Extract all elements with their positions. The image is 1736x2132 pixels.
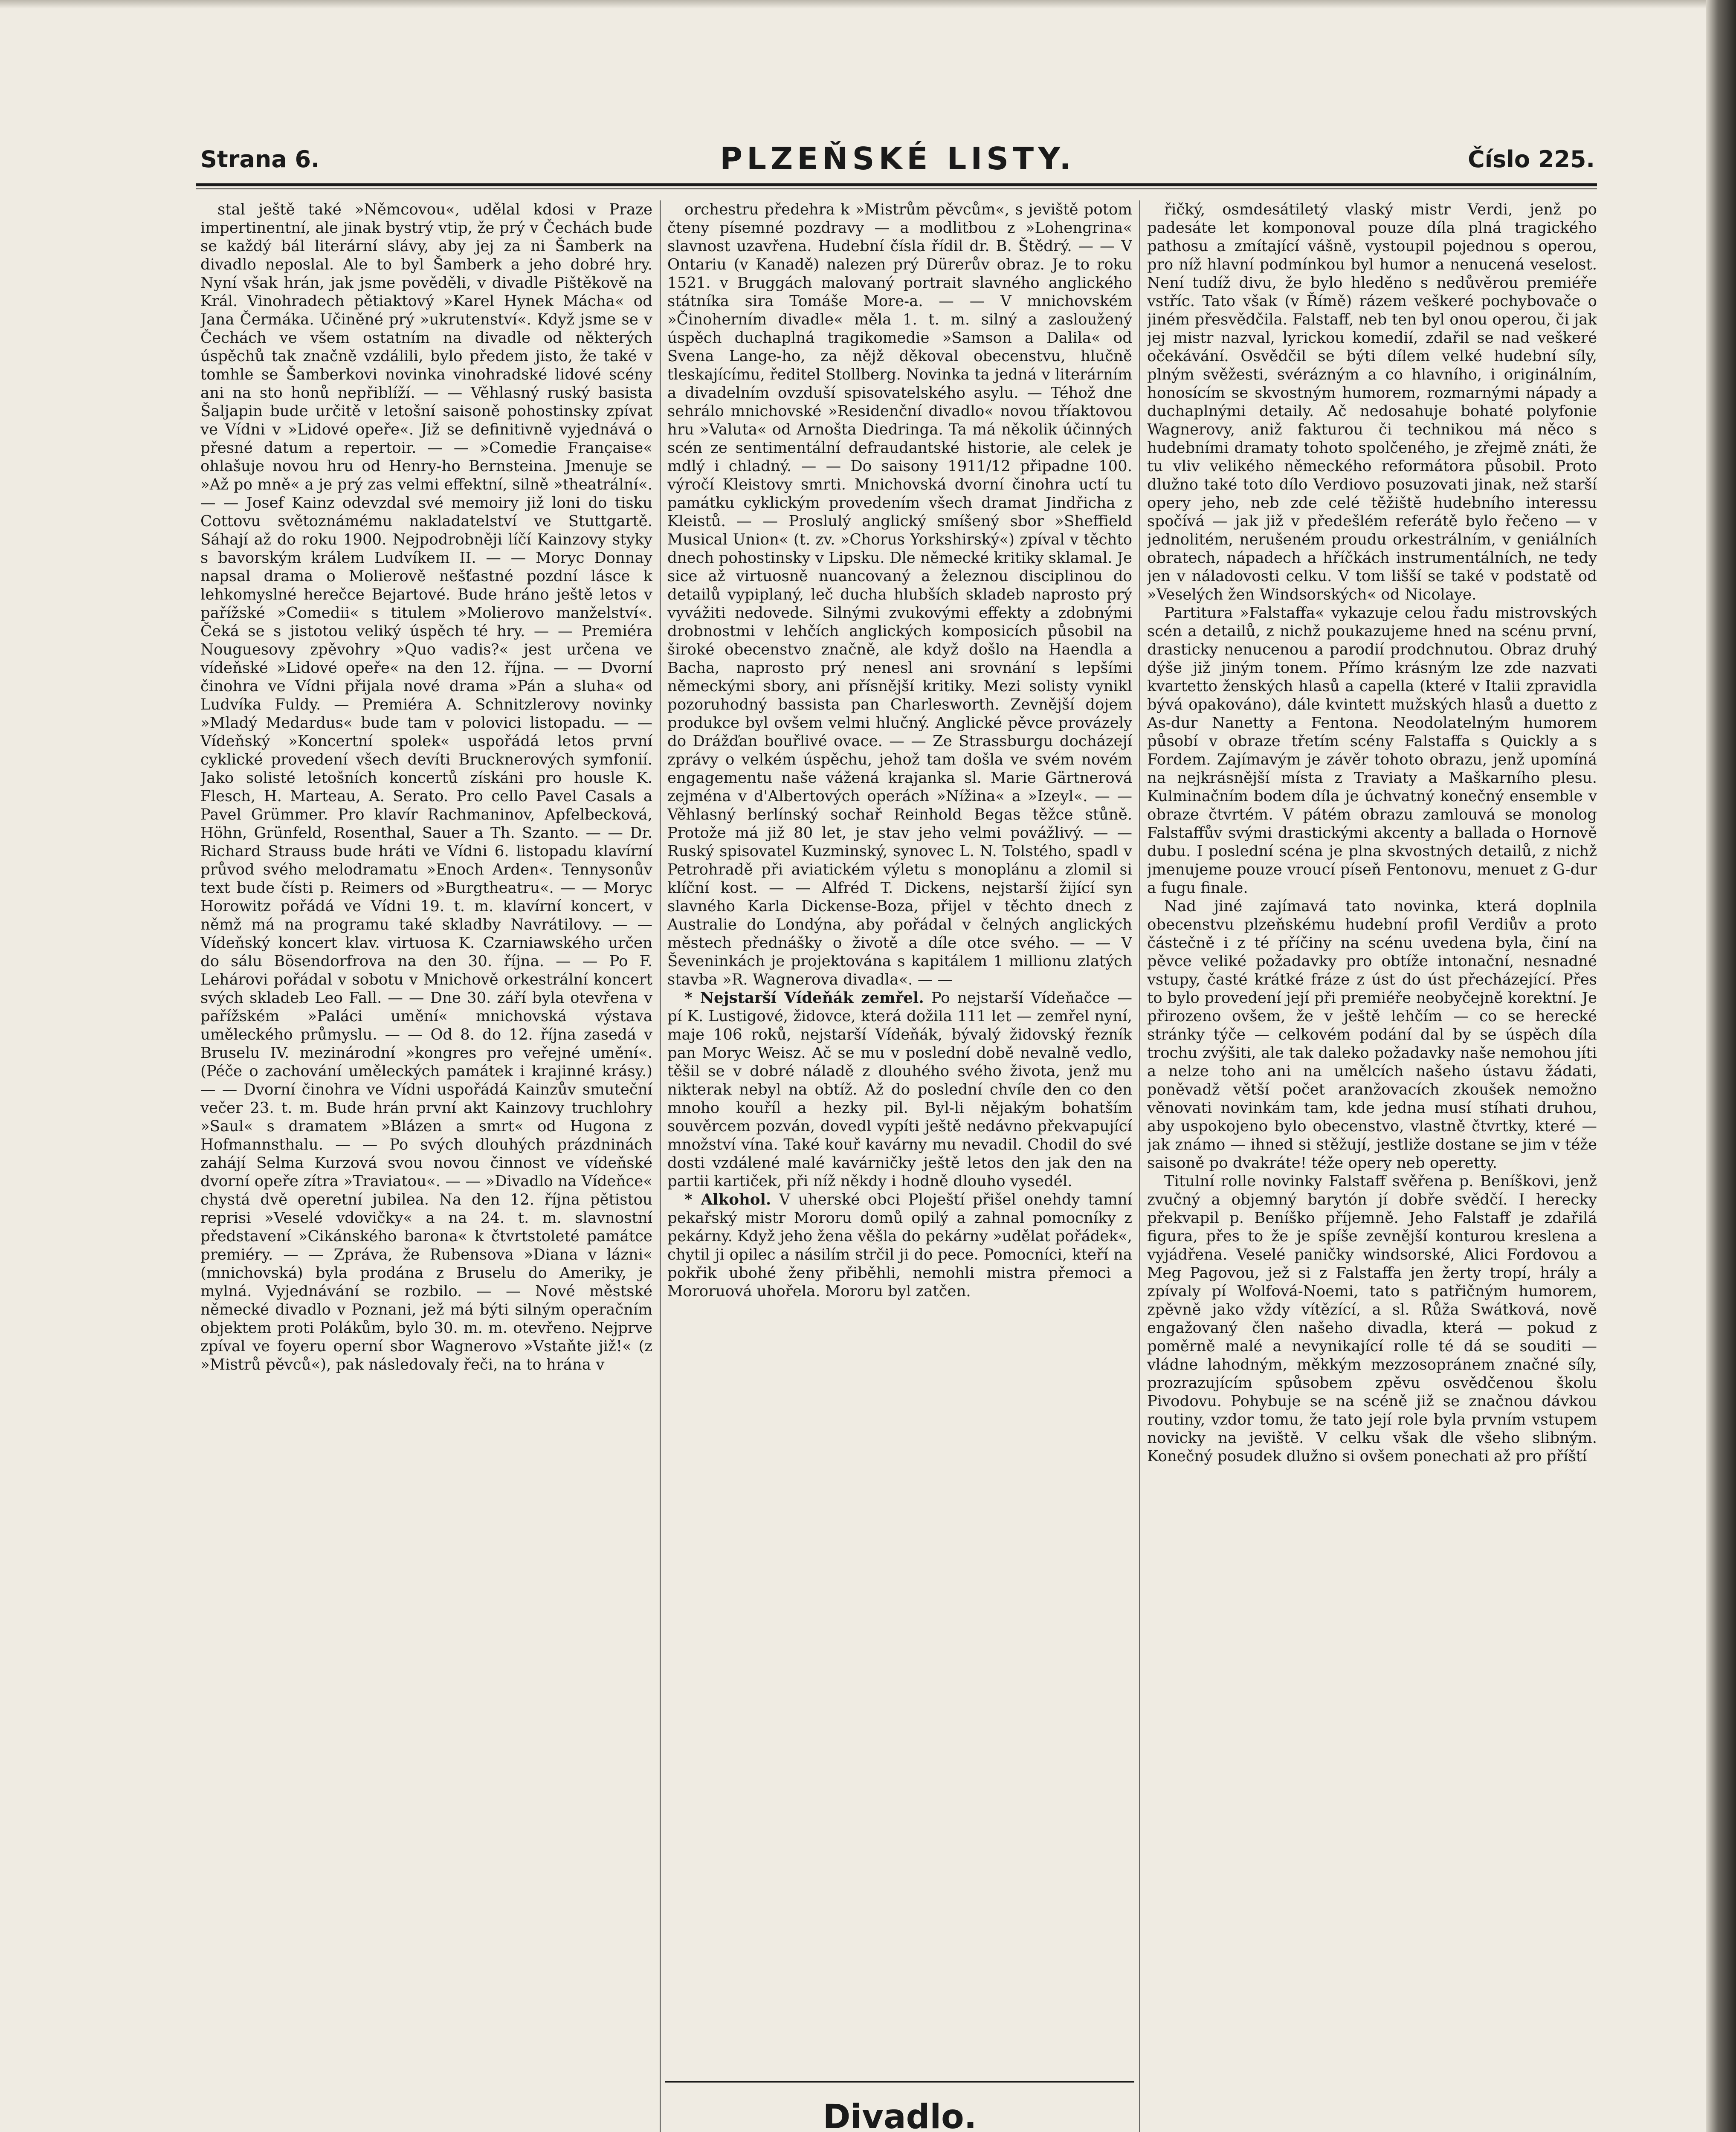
article-paragraph: Titulní rolle novinky Falstaff svěřena p. Beníškovi, jenž zvučný a objemný barytón jí dobře svědčí. I herecky překvapil p. Beníško příjemně. Jeho Falstaff je zdařilá figura, přes to že je spíše zevnější konturou kreslena a vyjádřena. Veselé paničky windsorské, Alici Fordovou a Meg Pagovou, jež si z Falstaffa jen žerty tropí, hrály a zpívaly pí Wolfová-Noemi, tato s patřičným humorem, zpěvně jako vždy vítězící, a sl. Růža Swátková, nově engažovaný člen našeho divadla, která — pokud z poměrně malé a nevynikající rolle té dá se souditi — vládne lahodným, měkkým mezzosopránem značné síly, prozrazujícím spůsobem zpěvu osvědčenou školu Pivodovu. Pohybuje se na scéně již se značnou dávkou routiny, vzdor tomu, že tato její role byla prvním vstupem novicky na jeviště. V celku však dle všeho slibným. Konečný posudek dlužno si ovšem ponechati až pro příští (1147, 1173, 1597, 1465)
column-1 (200, 200, 652, 2132)
article-paragraph: * Nejstarší Vídeňák zemřel. Po nejstarší Vídeňačce — pí K. Lustigové, židovce, která dožila 111 let — zemřel nyní, maje 106 roků, nejstarší Vídeňák, bývalý židovský řezník pan Moryc Weisz. Ač se mu v poslední době nevalně vedlo, těšil se v dobré náladě z dlouhého svého života, jenž mu nikterak nebyl na obtíž. Až do poslední chvíle den co den mnoho kouříl a hezky pil. Byl-li nějakým bohatším souvěrcem pozván, dovedl vypíti ještě nedávno překvapující množství vína. Také kouř kavárny mu nevadil. Chodil do své dosti vzdálené malé kavárničky ještě letos den jak den na partii kartiček, při níž někdy i hodně dlouho vysedél. (667, 989, 1132, 1190)
article-paragraph: stal ještě také »Němcovou«, udělal kdosi v Praze impertinentní, ale jinak bystrý vtip, že prý v Čechách bude se každý bál literární slávy, aby jej za ni Šamberk na divadlo neposlal. Ale to byl Šamberk a jeho dobré hry. Nyní však hrán, jak jsme pověděli, v divadle Pištěkově na Král. Vinohradech pětiaktový »Karel Hynek Mácha« od Jana Čermáka. Učiněné prý »ukrutenství«. Když jsme se v Čechách ve všem ostatním na divadle od některých úspěchů tak značně vzdálili, bylo předem jisto, že také v tomhle se Šamberkovi novinka vinohradské lidové scény ani na sto honů nepřiblíží. — — Věhlasný ruský basista Šaljapin bude určitě v letošní saisoně pohostinsky zpívat ve Vídni v »Lidové opeře«. Již se definitivně vyjednává o přesné datum a repertoir. — — »Comedie Française« ohlašuje novou hru od Henry-ho Bernsteina. Jmenuje se »Až po mně« a je prý zas velmi effektní, silně »theatrální«. — — Josef Kainz odevzdal své memoiry již loni do tisku Cottovu světoznámému nakladatelství ve Stuttgartě. Sáhají až do roku 1900. Nejpodrobněji líčí Kainzovy styky s bavorským králem Ludvíkem II. — — Moryc Donnay napsal drama o Molierově nešťastné pozdní lásce k lehkomyslné herečce Bejartové. Bude hráno ještě letos v pařížské »Comedii« s titulem »Molierovo manželství«. Čeká se s jistotou veliký úspěch té hry. — — Premiéra Nouguesovy zpěvohry »Quo vadis?« jest určena ve vídeňské »Lidové opeře« na den 12. října. — — Dvorní činohra ve Vídni přijala nové drama »Pán a sluha« od Ludvíka Fuldy. — Premiéra A. Schnitzlerovy novinky »Mladý Medardus« bude tam v polovici listopadu. — — Vídeňský »Koncertní spolek« uspořádá letos první cyklické provedení všech devíti Brucknerových symfonií. Jako solisté letošních koncertů získáni pro housle K. Flesch, H. Marteau, A. Serato. Pro cello Pavel Casals a Pavel Grümmer. Pro klavír Rachmaninov, Apfelbecková, Höhn, Grünfeld, Rosenthal, Sauer a Th. Szanto. — — Dr. Richard Strauss bude hráti ve Vídni 6. listopadu klavírní průvod svého melodramatu »Enoch Arden«. Tennysonův text bude čísti p. Reimers od »Burgtheatru«. — — Moryc Horowitz pořádá ve Vídni 19. t. m. klavírní koncert, v němž má na programu také skladby Navrátilovy. — — Vídeňský koncert klav. virtuosa K. Czarniawského určen do sálu Bösendorfrova na den 30. října. — — Po F. Lehárovi pořádal v sobotu v Mnichově orkestrální koncert svých skladeb Leo Fall. — — Dne 30. září byla otevřena v pařížském »Paláci umění« mnichovská výstava uměleckého průmyslu. — — Od 8. do 12. října zasedá v Bruselu IV. mezinárodní »kongres pro veřejné umění«. (Péče o zachování uměleckých památek i krajinné krásy.) — — Dvorní činohra ve Vídni uspořádá Kainzův smuteční večer 23. t. m. Bude hrán první akt Kainzovy truchlohry »Saul« s dramatem »Blázen a smrt« od Hugona z Hofmannsthalu. — — Po svých dlouhých prázdninách zahájí Selma Kurzová svou novou činnost ve vídeňské dvorní opeře zítra »Traviatou«. — — »Divadlo na Vídeňce« chystá dvě operetní jubilea. Na den 12. října pětistou reprisi »Veselé vdovičky« a na 24. t. m. slavnostní představení »Cikánského barona« k čtvrtstoleté památce premiéry. — — Zpráva, že Rubensova »Diana v lázni« (mnichovská) byla prodána z Bruselu do Ameriky, je mylná. Vyjednávání se rozbilo. — — Nové městské německé divadlo v Poznani, jež má býti silným operačním objektem proti Polákům, bylo 30. m. m. otevřeno. Nejprve zpíval ve foyeru operní sbor Wagnerovo »Vstaňte již!« (z »Mistrů pěvců«), pak následovaly řeči, na to hrána v (200, 201, 652, 1373)
page-number: Strana 6. (200, 146, 320, 173)
column-2 (667, 200, 1132, 2068)
section-rule (665, 2081, 1134, 2083)
header-rule-thin (196, 188, 1597, 189)
masthead-title: PLZEŇSKÉ LISTY. (720, 141, 1075, 177)
header-rule (196, 183, 1597, 186)
scan-edge-top (0, 0, 1736, 9)
article-paragraph: řičký, osmdesátiletý vlaský mistr Verdi, jenž po padesáte let komponoval pouze díla plná tragického pathosu a zmítající vášně, vystoupil pojednou s operou, pro níž hlavní podmínkou byl humor a nenucená veselost. Není tudíž divu, že bylo hleděno s nedůvěrou premiéře vstříc. Tato však (v Římě) rázem veškeré pochybovače o jiném přesvědčila. Falstaff, neb ten byl onou operou, či jak jej mistr nazval, lyrickou komedií, zdařil se nad veškeré očekávání. Osvědčil se býti dílem velké hudební síly, plným svěžesti, svérázným a co hlavního, i originálním, honosícím se skvostným humorem, rozmarnými nápady a duchaplnými detaily. Ač nedosahuje bohaté polyfonie Wagnerovy, aniž fakturou či technikou má něco s hudebními dramaty tohoto spolčeného, je zřejmě znáti, že tu vliv velikého německého reformátora působil. Proto dlužno také toto dílo Verdiovo posuzovati jinak, než starší opery jeho, neb zde celé těžiště hudebního interessu spočívá — jak již v předešlém referátě bylo řečeno — v jednolitém, nerušeném proudu orkestrálním, v geniálních obratech, nápadech a hříčkách instrumentálních, ne tedy jen v náladovosti celku. V tom lišší se také v podstatě od »Veselých žen Windsorských« od Nicolaye. (1147, 201, 1597, 603)
section-heading-divadlo: Divadlo. (823, 2098, 977, 2132)
article-paragraph: * Alkohol. V uherské obci Ploještí přišel onehdy tamní pekařský mistr Mororu domů opilý a zahnal pomocníky z pekárny. Když jeho žena věšla do pekárny »udělat pořádek«, chytil ji opilec a násilím strčil ji do pece. Pomocníci, kteří na pokřik ubohé ženy přiběhli, nemohli mistra přemoci a Mororuová uhořela. Mororu byl zatčen. (667, 1191, 1132, 1300)
article-paragraph: orchestru předehra k »Mistrům pěvcům«, s jeviště potom čteny písemné pozdravy — a modlitbou z »Lohengrina« slavnost uzavřena. Hudební čísla řídil dr. B. Štědrý. — — V Ontariu (v Kanadě) nalezen prý Dürerův obraz. Je to roku 1521. v Bruggách malovaný portrait slavného anglického státníka sira Tomáše More-a. — — V mnichovském »Činoherním divadle« měla 1. t. m. silný a zasloužený úspěch duchaplná tragikomedie »Samson a Dalila« od Svena Lange-ho, za nějž děkoval obecenstvu, hlučně tleskajícímu, ředitel Stollberg. Novinka ta jedná v literárním a divadelním ovzduší spisovatelského asylu. — Téhož dne sehrálo mnichovské »Residenční divadlo« novou tříaktovou hru »Valuta« od Arnošta Diedringa. Ta má několik účinných scén ze sentimentální defraudantské historie, ale celek je mdlý i chladný. — — Do saisony 1911/12 připadne 100. výročí Kleistovy smrti. Mnichovská dvorní činohra uctí tu památku cyklickým provedením všech dramat Jindřicha z Kleistů. — — Proslulý anglický smíšený sbor »Sheffield Musical Union« (t. zv. »Chorus Yorkshirský«) zpíval v těchto dnech pohostinsky v Lipsku. Dle německé kritiky sklamal. Je sice až virtuosně nuancovaný a železnou disciplinou do detailů vypiplaný, leč ducha hlubších skladeb naprosto prý vyvážiti nedovede. Silnými zvukovými effekty a zdobnými drobnostmi v lehčích anglických komposicích působil na široké obecenstvo značně, ale když došlo na Haendla a Bacha, naprosto prý nenesl ani srovnání s lepšími německými sbory, ani přísnější kritiky. Mezi solisty vynikl pozoruhodný bassista pan Charlesworth. Zevnější dojem produkce byl ovšem velmi hlučný. Anglické pěvce provázely do Drážďan bouřlivé ovace. — — Ze Strassburgu docházejí zprávy o velkém úspěchu, jehož tam došla ve svém novém engagementu naše vážená krajanka sl. Marie Gärtnerová zejména v d'Albertových operách »Nížina« a »Izeyl«. — — Věhlasný berlínský sochař Reinhold Begas těžce stůně. Protože má již 80 let, je stav jeho velmi povážlivý. — — Ruský spisovatel Kuzminský, synovec L. N. Tolstého, spadl v Petrohradě při aviatickém výletu s monoplánu a zlomil si klíční kost. — — Alfréd T. Dickens, nejstarší žijící syn slavného Karla Dickense-Boza, přijel v těchto dnech z Australie do Londýna, aby pořádal v čelných anglických městech přednášky o životě a díle otce svého. — — V Ševeninkách je projektována s kapitálem 1 millionu zlatých stavba »R. Wagnerova divadla«. — — (667, 201, 1132, 988)
article-paragraph: Nad jiné zajímavá tato novinka, která doplnila obecenstvu plzeňskému hudební profil Verdiův a proto částečně i z té příčiny na scénu uvedena byla, činí na pěvce veliké požadavky pro obtíže intonační, nesnadné vstupy, časté krátké fráze z úst do úst přecházející. Přes to bylo provedení její při premiéře neobyčejně korektní. Je přirozeno ovšem, že v ještě lehčím — co se herecké stránky týče — celkovém podání dal by se úspěch díla trochu zvýšiti, ale tak daleko požadavky naše nemohou jíti a nelze toho ani na umělcích našeho ústavu žádati, poněvadž větší počet aranžovacích zkoušek nemožno věnovati novinkám tam, kde jedna musí stíhati druhou, aby uspokojeno bylo obecenstvo, vlastně čtvrtky, které — jak známo — ihned si stěžují, jestliže dostane se jim v téže saisoně po dvakráte! téže opery neb operetty. (1147, 898, 1597, 1172)
scan-edge-right (1706, 0, 1736, 2132)
column-3 (1147, 200, 1597, 2132)
column-divider-2 (1139, 200, 1140, 2132)
article-paragraph: Partitura »Falstaffa« vykazuje celou řadu mistrovských scén a detailů, z nichž poukazujeme hned na scénu první, drasticky nenucenou a parodií prodchnutou. Obraz druhý dýše již jiným tonem. Přímo krásným lze zde nazvati kvartetto ženských hlasů a capella (které v Italii zpravidla bývá opakováno), dále kvintett mužských hlasů a duetto z As-dur Nanetty a Fentona. Neodolatelným humorem působí v obraze třetím scény Falstaffa s Quickly a s Fordem. Zajímavým je závěr tohoto obrazu, jenž upomíná na nejkrásnější místa z Traviaty a Maškarního plesu. Kulminačním bodem díla je úchvatný konečný ensemble v obraze čtvrtém. V pátém obrazu zamlouvá se monolog Falstaffův svými drastickými akcenty a ballada o Hornově dubu. I poslední scéna je plna skvostných detailů, z nichž jmenujeme pouze vroucí píseň Fentonovu, menuet z G-dur a fugu finale. (1147, 604, 1597, 897)
issue-number: Číslo 225. (1468, 146, 1595, 173)
column-divider-1 (660, 200, 661, 2132)
page-header (200, 141, 1595, 179)
